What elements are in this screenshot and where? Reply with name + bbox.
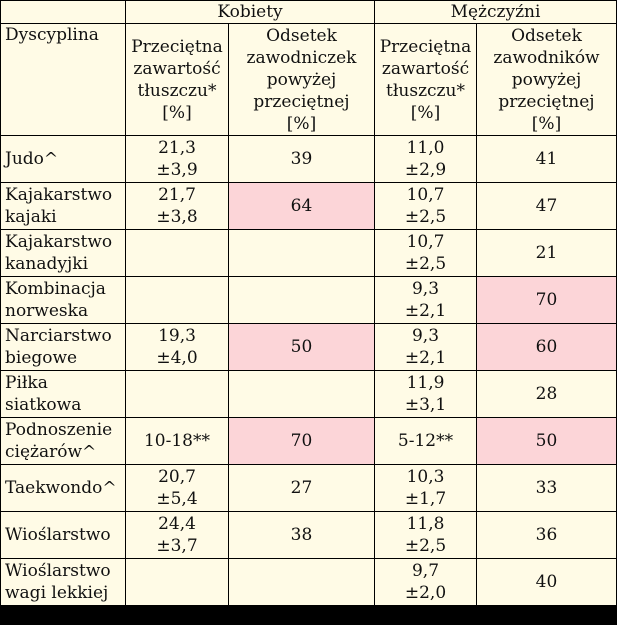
women-fat-cell-line: 10-18**: [143, 431, 210, 451]
discipline-cell-line: Judo^: [5, 149, 59, 169]
discipline-cell: [1, 183, 126, 230]
men-fat-cell: [375, 183, 477, 230]
women-fat-cell-line: 19,3: [158, 326, 196, 346]
men-fat-cell: [375, 465, 477, 512]
women-fat-cell-line: 21,3: [158, 138, 196, 158]
men-fat-cell-line: 10,7: [406, 232, 445, 252]
women-fat-cell-line: ±3,9: [156, 160, 198, 180]
women-pct-cell: [229, 277, 375, 324]
men-pct-cell: 33: [477, 465, 617, 512]
women-fat-cell: [126, 183, 229, 230]
women-fat-cell-line: ±3,8: [156, 207, 198, 227]
header-men-pct-line: przeciętnej: [498, 91, 595, 112]
header-women-pct-line: [%]: [286, 113, 317, 134]
discipline-cell-line: Taekwondo^: [5, 478, 117, 498]
women-fat-cell-line: 24,4: [158, 514, 196, 534]
header-women-pct-line: Odsetek: [266, 25, 337, 46]
discipline-cell: [1, 136, 126, 183]
women-fat-cell: [126, 230, 229, 277]
header-discipline: Dyscyplina: [1, 24, 126, 136]
discipline-cell-line: biegowe: [5, 348, 78, 368]
discipline-cell: [1, 324, 126, 371]
discipline-cell-line: norweska: [5, 301, 89, 321]
men-fat-cell-line: ±2,5: [404, 536, 447, 556]
header-women-pct-line: powyżej: [266, 69, 337, 90]
discipline-cell-line: Wioślarstwo: [5, 525, 111, 545]
men-pct-cell: 70: [477, 277, 617, 324]
header-men-pct-line: zawodników: [493, 47, 600, 68]
men-fat-cell-line: ±2,5: [404, 254, 447, 274]
header-women-fat-line: tłuszczu*: [137, 80, 217, 101]
header-women-fat-line: [%]: [162, 102, 192, 123]
women-fat-cell: [126, 371, 229, 418]
men-fat-cell: [375, 136, 477, 183]
women-pct-cell: [229, 371, 375, 418]
men-fat-cell: [375, 371, 477, 418]
men-fat-cell-line: 9,7: [411, 561, 440, 581]
discipline-cell-line: siatkowa: [5, 395, 82, 415]
men-fat-cell: [375, 512, 477, 559]
men-fat-cell-line: 11,9: [406, 373, 445, 393]
women-fat-cell-line: ±5,4: [156, 489, 198, 509]
discipline-cell: [1, 230, 126, 277]
header-women-fat: [126, 24, 229, 136]
header-men-fat-line: Przeciętna: [379, 36, 472, 57]
discipline-cell: [1, 277, 126, 324]
men-fat-cell: [375, 559, 477, 606]
table-row: [1, 418, 617, 465]
discipline-cell: [1, 371, 126, 418]
discipline-cell-line: Podnoszenie: [5, 420, 113, 440]
men-fat-cell-line: ±2,1: [404, 348, 447, 368]
discipline-cell-line: ciężarów^: [5, 442, 97, 462]
discipline-cell-line: kanadyjki: [5, 254, 89, 274]
discipline-cell-line: Piłka: [5, 373, 48, 393]
table-row: [1, 465, 617, 512]
header-women-pct-line: przeciętnej: [253, 91, 350, 112]
men-fat-cell-line: ±2,5: [404, 207, 447, 227]
header-men-pct-line: Odsetek: [511, 25, 582, 46]
table-body: [1, 136, 617, 606]
women-pct-cell: 38: [229, 512, 375, 559]
women-fat-cell-line: 20,7: [158, 467, 196, 487]
table-row: [1, 324, 617, 371]
table-row: [1, 136, 617, 183]
men-fat-cell-line: ±1,7: [404, 489, 447, 509]
women-pct-cell: 27: [229, 465, 375, 512]
women-pct-cell: 64: [229, 183, 375, 230]
header-men-fat: [375, 24, 477, 136]
header-men-pct-line: powyżej: [511, 69, 582, 90]
men-pct-cell: 21: [477, 230, 617, 277]
header-men-pct: [477, 24, 617, 136]
men-pct-cell: 50: [477, 418, 617, 465]
women-pct-cell: [229, 559, 375, 606]
men-fat-cell-line: 11,8: [406, 514, 445, 534]
men-fat-cell-line: ±2,0: [404, 583, 447, 603]
discipline-cell-line: Kajakarstwo: [5, 185, 113, 205]
men-fat-cell-line: 10,7: [406, 185, 445, 205]
men-fat-cell-line: 10,3: [406, 467, 445, 487]
table-row: [1, 559, 617, 606]
discipline-cell: [1, 418, 126, 465]
men-fat-cell-line: ±2,1: [404, 301, 447, 321]
discipline-cell: [1, 465, 126, 512]
header-women-pct-line: zawodniczek: [246, 47, 357, 68]
women-fat-cell-line: 21,7: [158, 185, 196, 205]
men-fat-cell-line: ±3,1: [404, 395, 447, 415]
header-men-fat-line: zawartość: [381, 58, 470, 79]
header-women-fat-line: zawartość: [133, 58, 221, 79]
header-men-fat-line: tłuszczu*: [386, 80, 465, 101]
men-pct-cell: 28: [477, 371, 617, 418]
women-fat-cell: [126, 136, 229, 183]
men-pct-cell: 41: [477, 136, 617, 183]
discipline-cell-line: wagi lekkiej: [5, 583, 109, 603]
men-fat-cell: [375, 324, 477, 371]
discipline-cell-line: Wioślarstwo: [5, 561, 111, 581]
men-fat-cell-line: 9,3: [411, 279, 440, 299]
discipline-cell: [1, 512, 126, 559]
women-fat-cell: [126, 277, 229, 324]
header-women-fat-line: Przeciętna: [131, 36, 223, 57]
men-pct-cell: 60: [477, 324, 617, 371]
men-pct-cell: 36: [477, 512, 617, 559]
women-fat-cell: [126, 512, 229, 559]
men-fat-cell-line: 9,3: [411, 326, 440, 346]
women-fat-cell: [126, 418, 229, 465]
header-men-fat-line: [%]: [410, 102, 441, 123]
men-fat-cell: [375, 418, 477, 465]
header-group-men: Mężczyźni: [375, 1, 617, 24]
discipline-cell-line: Kajakarstwo: [5, 232, 113, 252]
header-men-pct-line: [%]: [531, 113, 562, 134]
men-pct-cell: 47: [477, 183, 617, 230]
women-fat-cell: [126, 324, 229, 371]
table-row: [1, 371, 617, 418]
women-fat-cell: [126, 465, 229, 512]
women-fat-cell-line: ±3,7: [156, 536, 198, 556]
men-fat-cell-line: 11,0: [406, 138, 445, 158]
discipline-cell-line: Kombinacja: [5, 279, 106, 299]
women-pct-cell: 70: [229, 418, 375, 465]
table-row: [1, 277, 617, 324]
discipline-cell: [1, 559, 126, 606]
header-women-pct: [229, 24, 375, 136]
men-fat-cell-line: ±2,9: [404, 160, 447, 180]
table-row: [1, 230, 617, 277]
header-group-women: Kobiety: [126, 1, 375, 24]
men-fat-cell-line: 5-12**: [397, 431, 454, 451]
men-fat-cell: [375, 277, 477, 324]
bottom-black-bar: [0, 605, 617, 625]
discipline-cell-line: kajaki: [5, 207, 57, 227]
men-pct-cell: 40: [477, 559, 617, 606]
women-pct-cell: 39: [229, 136, 375, 183]
table-row: [1, 512, 617, 559]
women-pct-cell: [229, 230, 375, 277]
header-corner: [1, 1, 126, 24]
women-fat-cell: [126, 559, 229, 606]
women-pct-cell: 50: [229, 324, 375, 371]
women-fat-cell-line: ±4,0: [156, 348, 198, 368]
discipline-cell-line: Narciarstwo: [5, 326, 112, 346]
men-fat-cell: [375, 230, 477, 277]
table-row: [1, 183, 617, 230]
